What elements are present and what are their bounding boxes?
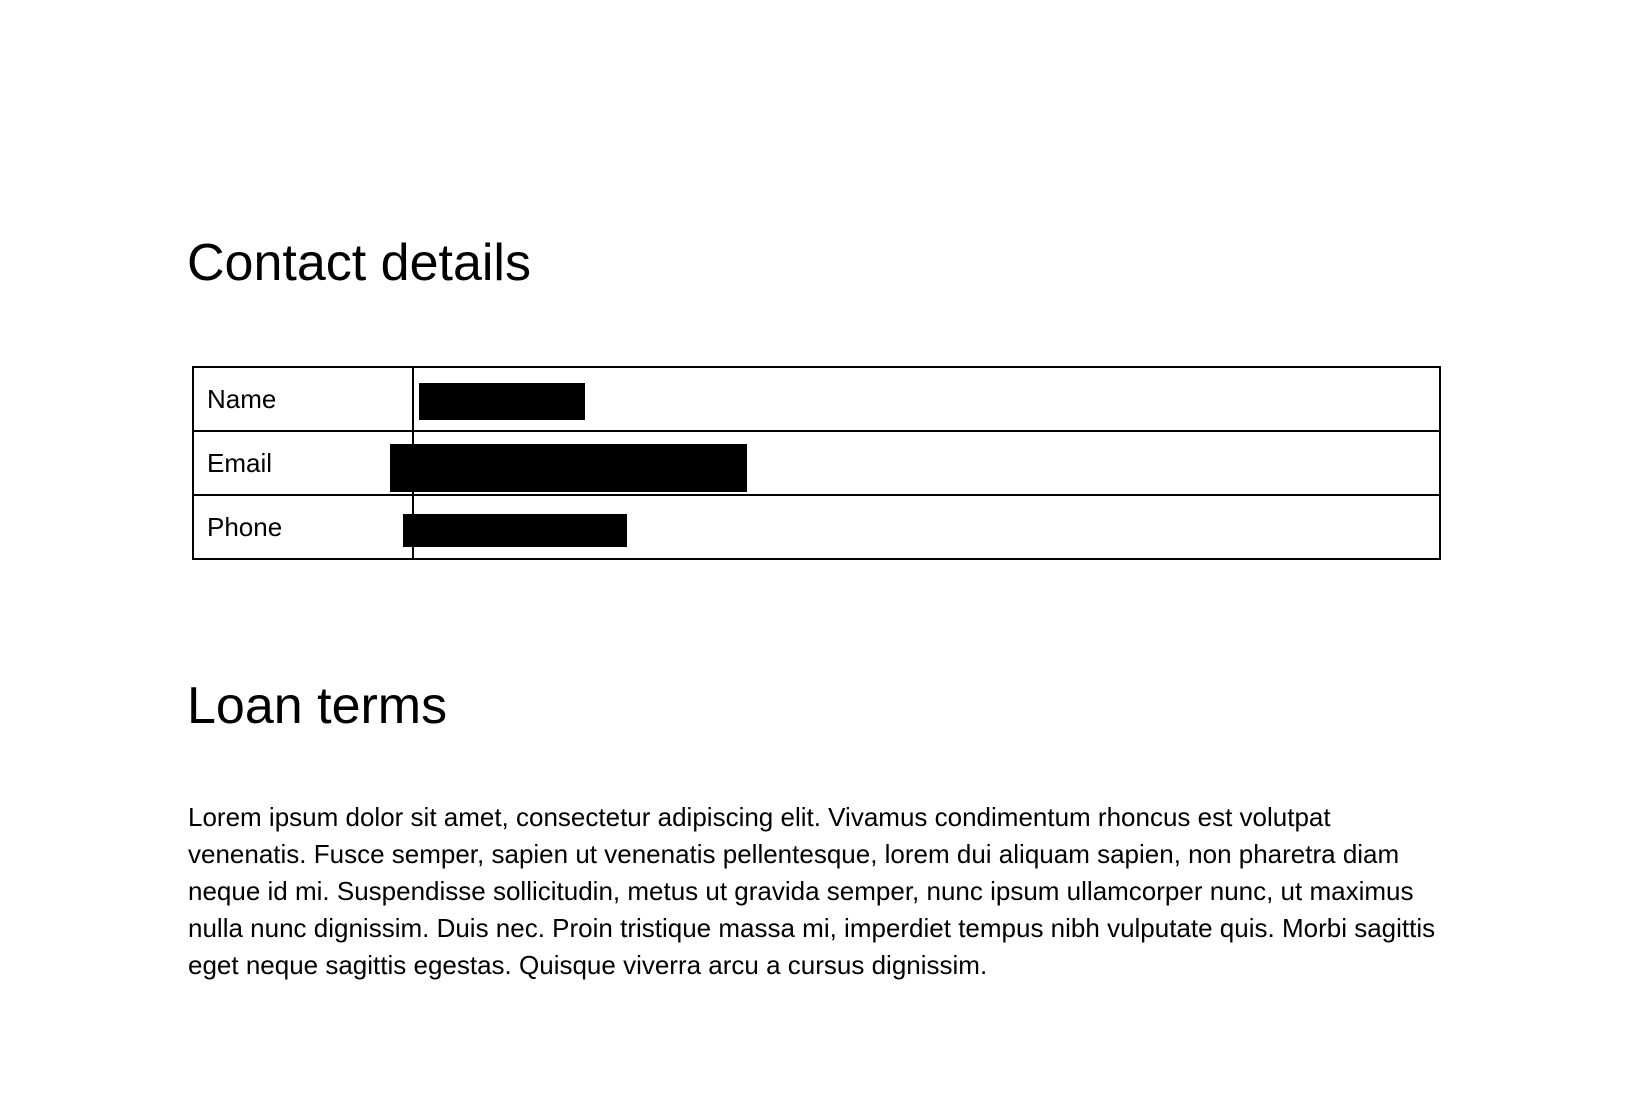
table-row-email — [193, 431, 1440, 495]
name-row-label: Name — [193, 367, 413, 431]
name-value-redaction-bar — [419, 383, 585, 420]
email-row-label: Email — [193, 431, 413, 495]
table-row-phone — [193, 495, 1440, 559]
table-row-name — [193, 367, 1440, 431]
phone-value-redaction-bar — [403, 514, 627, 547]
loan-terms-paragraph: Lorem ipsum dolor sit amet, consectetur adipiscing elit. Vivamus condimentum rhoncus est volutpat venenatis. Fusce semper, sapien ut venenatis pellentesque, lorem dui aliquam sapien, non pharetra diam neque id mi. Suspendisse sollicitudin, metus ut gravida semper, nunc ipsum ullamcorper nunc, ut maximus nulla nunc dignissim. Duis nec. Proin tristique massa mi, imperdiet tempus nibh vulputate quis. Morbi sagittis eget neque sagittis egestas. Quisque viverra arcu a cursus dignissim. — [188, 802, 1436, 980]
contact-details-heading: Contact details — [187, 234, 531, 292]
email-value-redaction-bar — [390, 444, 747, 492]
loan-terms-heading: Loan terms — [187, 677, 448, 735]
phone-row-label: Phone — [193, 495, 413, 559]
contact-details-table — [192, 366, 1441, 560]
